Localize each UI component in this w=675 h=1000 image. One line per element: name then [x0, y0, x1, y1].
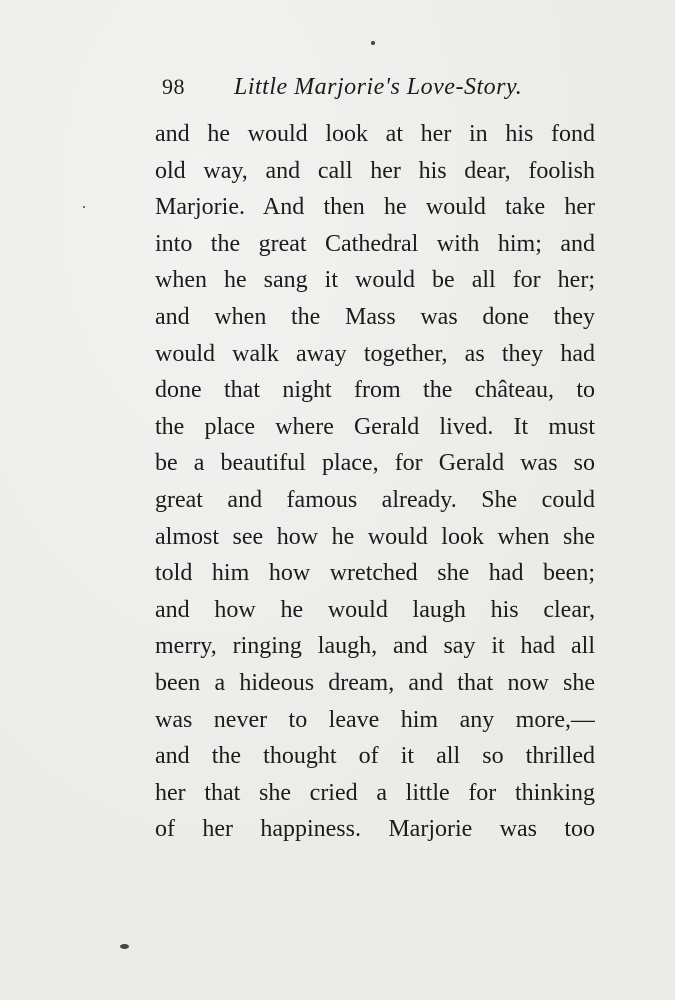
page-number: 98 — [162, 74, 185, 99]
text-line: Marjorie. And then he would take her — [155, 194, 595, 221]
text-line: old way, and call her his dear, foolish — [155, 157, 595, 184]
text-line: be a beautiful place, for Gerald was so — [155, 450, 595, 477]
print-speck — [83, 206, 85, 208]
text-line: when he sang it would be all for her; — [155, 267, 595, 294]
text-line: her that she cried a little for thinking — [155, 779, 595, 806]
text-line: and the thought of it all so thrilled — [155, 743, 595, 770]
text-line: and when the Mass was done they — [155, 303, 595, 330]
text-line: the place where Gerald lived. It must — [155, 413, 595, 440]
text-line: done that night from the château, to — [155, 377, 595, 404]
text-line: and how he would laugh his clear, — [155, 596, 595, 623]
text-line: great and famous already. She could — [155, 486, 595, 513]
print-speck — [120, 944, 129, 949]
page-header — [160, 68, 540, 108]
text-line: was never to leave him any more,— — [155, 706, 595, 733]
running-title: Little Marjorie's Love-Story. — [234, 74, 523, 100]
text-line: and he would look at her in his fond — [155, 121, 595, 147]
text-line: merry, ringing laugh, and say it had all — [155, 633, 595, 660]
body-text — [155, 116, 595, 848]
text-line: of her happiness. Marjorie was too — [155, 816, 595, 843]
print-speck — [371, 41, 375, 45]
text-line: would walk away together, as they had — [155, 340, 595, 367]
text-line: into the great Cathedral with him; and — [155, 230, 595, 257]
text-line: been a hideous dream, and that now she — [155, 669, 595, 696]
text-line: told him how wretched she had been; — [155, 560, 595, 587]
text-line: almost see how he would look when she — [155, 523, 595, 550]
